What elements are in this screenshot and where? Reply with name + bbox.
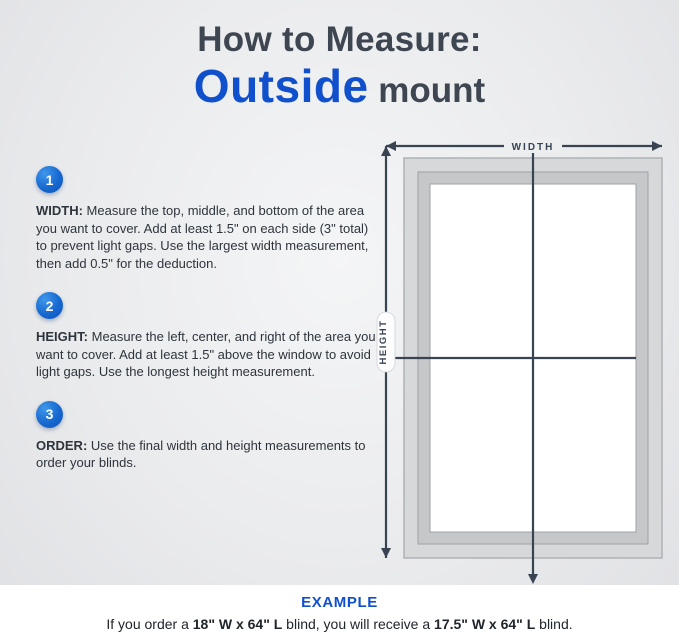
example-suffix: blind. [535,616,573,632]
window-measurement-diagram [376,136,668,588]
example-receive-size: 17.5" W x 64" L [434,616,536,632]
page-header [0,0,679,113]
height-label: HEIGHT [378,319,389,365]
step-2-badge: 2 [36,292,63,319]
step-order [36,401,382,472]
step-2-body: Measure the left, center, and right of the area you want to cover. Add at least 1.5" above the window to avoid light gaps. Use the longest height measurement. [36,329,376,380]
step-1-label: WIDTH: [36,203,83,218]
step-1-badge: 1 [36,166,63,193]
center-vertical-arrowhead-icon [528,574,538,584]
width-arrowhead-right-icon [652,141,662,151]
height-arrowhead-bottom-icon [381,548,391,558]
example-prefix: If you order a [106,616,193,632]
step-width [36,166,382,272]
step-1-body: Measure the top, middle, and bottom of the area you want to cover. Add at least 1.5" on each side (3" total) to prevent light gaps. Use the largest width measurement, then add 0.5" for the deduction. [36,203,369,271]
steps-list [36,166,382,492]
example-heading: EXAMPLE [301,594,378,611]
step-1-text [36,202,382,272]
title-highlight: Outside [193,60,369,113]
step-height [36,292,382,381]
title-rest: mount [368,71,486,111]
step-3-text [36,437,382,472]
window-diagram-svg [376,136,668,588]
example-order-size: 18" W x 64" L [192,616,283,632]
page-title-line1: How to Measure: [197,20,482,59]
example-text [0,616,679,632]
step-2-text [36,328,382,381]
step-3-badge: 3 [36,401,63,428]
step-3-label: ORDER: [36,437,88,453]
page-title-line2 [0,61,679,113]
example-section [0,585,679,644]
step-3-body: Use the final width and height measurements to order your blinds. [36,437,366,471]
width-label: WIDTH [511,142,555,153]
step-2-label: HEIGHT: [36,329,88,345]
example-middle: blind, you will receive a [282,616,435,632]
